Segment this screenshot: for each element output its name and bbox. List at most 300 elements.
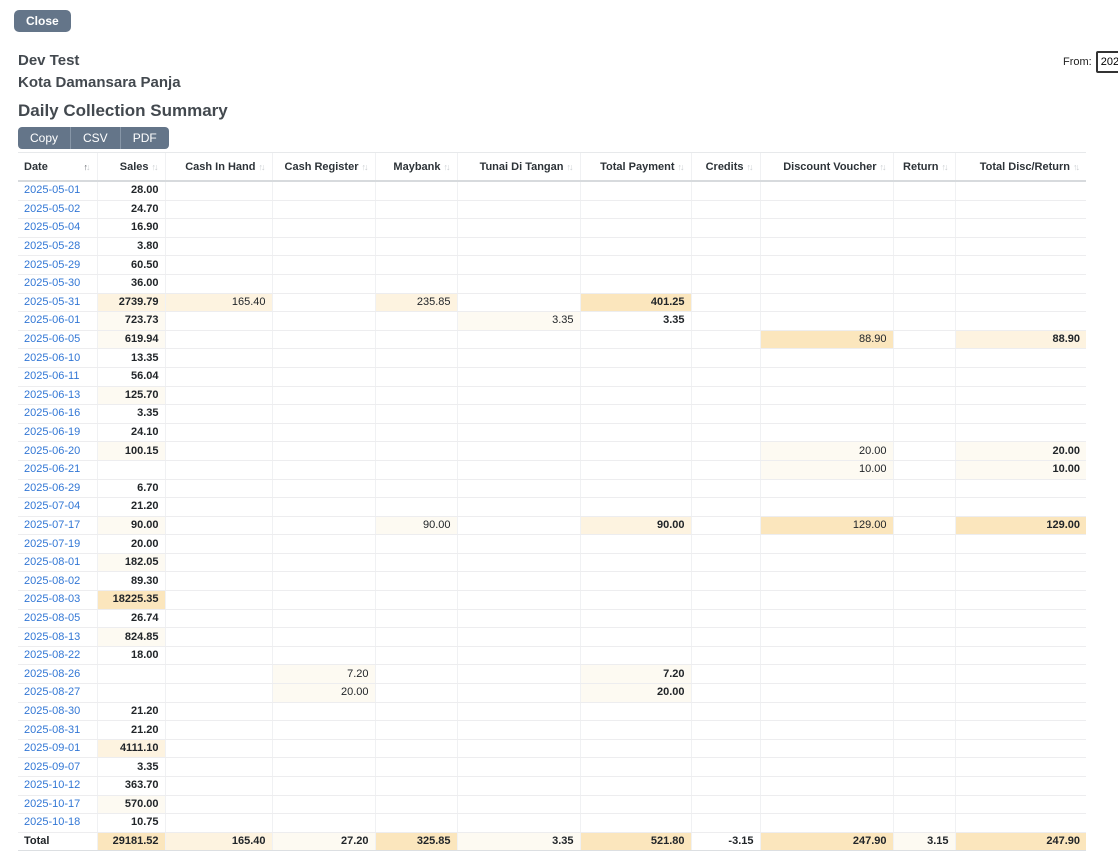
cell-cash-in-hand xyxy=(165,479,272,498)
cell-maybank xyxy=(375,256,457,275)
table-row xyxy=(18,423,1086,442)
cell-sales: 18.00 xyxy=(97,646,165,665)
cell-total-payment xyxy=(580,405,691,424)
cell-total-payment xyxy=(580,498,691,517)
table-row xyxy=(18,553,1086,572)
close-button[interactable]: Close xyxy=(14,10,71,32)
from-date-input[interactable] xyxy=(1096,51,1118,73)
cell-maybank: 235.85 xyxy=(375,293,457,312)
company-name: Dev Test xyxy=(18,52,80,69)
cell-total-disc-return: 88.90 xyxy=(955,330,1086,349)
cell-credits xyxy=(691,646,760,665)
cell-total-payment xyxy=(580,479,691,498)
cell-credits xyxy=(691,349,760,368)
cell-total-disc-return xyxy=(955,553,1086,572)
cell-total-disc-return xyxy=(955,758,1086,777)
cell-return xyxy=(893,498,955,517)
cell-cash-register xyxy=(272,609,375,628)
cell-sales: 18225.35 xyxy=(97,591,165,610)
date-link[interactable]: 2025-05-31 xyxy=(18,293,97,312)
cell-sales: 2739.79 xyxy=(97,293,165,312)
cell-credits xyxy=(691,256,760,275)
cell-total-payment xyxy=(580,460,691,479)
cell-total-payment xyxy=(580,646,691,665)
table-row xyxy=(18,721,1086,740)
date-link[interactable]: 2025-08-02 xyxy=(18,572,97,591)
cell-cash-register xyxy=(272,479,375,498)
table-row xyxy=(18,442,1086,461)
cell-total-payment xyxy=(580,591,691,610)
cell-total-payment: 90.00 xyxy=(580,516,691,535)
date-link[interactable]: 2025-10-17 xyxy=(18,795,97,814)
cell-total-payment: 20.00 xyxy=(580,684,691,703)
cell-total-payment xyxy=(580,274,691,293)
cell-tunai-di-tangan xyxy=(457,367,580,386)
cell-return xyxy=(893,312,955,331)
date-link[interactable]: 2025-08-22 xyxy=(18,646,97,665)
cell-discount-voucher: 88.90 xyxy=(760,330,893,349)
cell-total-payment: 7.20 xyxy=(580,665,691,684)
date-link[interactable]: 2025-05-01 xyxy=(18,181,97,200)
sort-icon: ↑↓ xyxy=(746,161,752,172)
cell-tunai-di-tangan xyxy=(457,498,580,517)
cell-maybank xyxy=(375,739,457,758)
cell-return xyxy=(893,442,955,461)
cell-tunai-di-tangan xyxy=(457,274,580,293)
cell-tunai-di-tangan xyxy=(457,219,580,238)
copy-button[interactable]: Copy xyxy=(18,127,71,149)
cell-cash-register xyxy=(272,442,375,461)
cell-total-disc-return xyxy=(955,312,1086,331)
cell-total-disc-return xyxy=(955,200,1086,219)
cell-return xyxy=(893,181,955,200)
cell-cash-register xyxy=(272,293,375,312)
cell-tunai-di-tangan: 3.35 xyxy=(457,312,580,331)
cell-total-disc-return xyxy=(955,702,1086,721)
cell-sales: 125.70 xyxy=(97,386,165,405)
cell-tunai-di-tangan xyxy=(457,535,580,554)
cell-sales: 24.10 xyxy=(97,423,165,442)
cell-total-disc-return xyxy=(955,274,1086,293)
cell-cash-register: 7.20 xyxy=(272,665,375,684)
cell-total-disc-return xyxy=(955,405,1086,424)
cell-total-payment xyxy=(580,553,691,572)
table-row xyxy=(18,498,1086,517)
cell-return xyxy=(893,572,955,591)
cell-discount-voucher xyxy=(760,758,893,777)
cell-return xyxy=(893,293,955,312)
cell-maybank xyxy=(375,646,457,665)
cell-credits xyxy=(691,293,760,312)
cell-total-disc-return xyxy=(955,795,1086,814)
table-row xyxy=(18,219,1086,238)
column-label: Cash In Hand xyxy=(185,161,256,173)
cell-cash-register xyxy=(272,814,375,833)
cell-maybank xyxy=(375,200,457,219)
date-link[interactable]: 2025-05-02 xyxy=(18,200,97,219)
cell-total-disc-return xyxy=(955,628,1086,647)
column-header-discount-voucher[interactable] xyxy=(760,153,893,182)
cell-credits xyxy=(691,591,760,610)
cell-discount-voucher xyxy=(760,274,893,293)
date-link[interactable]: 2025-08-05 xyxy=(18,609,97,628)
table-row xyxy=(18,516,1086,535)
cell-maybank xyxy=(375,553,457,572)
cell-credits xyxy=(691,777,760,796)
cell-total-payment xyxy=(580,237,691,256)
date-link[interactable]: 2025-06-29 xyxy=(18,479,97,498)
column-header-total-payment[interactable] xyxy=(580,153,691,182)
cell-cash-register xyxy=(272,312,375,331)
cell-sales: 4111.10 xyxy=(97,739,165,758)
cell-total-disc-return xyxy=(955,572,1086,591)
cell-discount-voucher xyxy=(760,591,893,610)
cell-maybank xyxy=(375,479,457,498)
cell-total-payment xyxy=(580,442,691,461)
collection-summary-table xyxy=(18,152,1086,851)
cell-credits xyxy=(691,609,760,628)
cell-discount-voucher xyxy=(760,405,893,424)
cell-credits xyxy=(691,181,760,200)
column-header-cash-in-hand[interactable] xyxy=(165,153,272,182)
cell-maybank xyxy=(375,237,457,256)
cell-return xyxy=(893,367,955,386)
cell-total-disc-return xyxy=(955,721,1086,740)
date-link[interactable]: 2025-08-13 xyxy=(18,628,97,647)
cell-cash-in-hand xyxy=(165,739,272,758)
cell-tunai-di-tangan xyxy=(457,777,580,796)
date-link[interactable]: 2025-06-13 xyxy=(18,386,97,405)
cell-cash-register xyxy=(272,181,375,200)
column-header-sales[interactable] xyxy=(97,153,165,182)
cell-return xyxy=(893,814,955,833)
cell-maybank xyxy=(375,274,457,293)
cell-cash-in-hand xyxy=(165,758,272,777)
cell-sales: 3.80 xyxy=(97,237,165,256)
table-row xyxy=(18,572,1086,591)
cell-cash-register xyxy=(272,758,375,777)
cell-credits xyxy=(691,498,760,517)
cell-tunai-di-tangan xyxy=(457,758,580,777)
cell-tunai-di-tangan xyxy=(457,423,580,442)
cell-tunai-di-tangan xyxy=(457,237,580,256)
cell-sales: 90.00 xyxy=(97,516,165,535)
cell-cash-register xyxy=(272,739,375,758)
column-header-credits[interactable] xyxy=(691,153,760,182)
cell-return xyxy=(893,256,955,275)
date-link[interactable]: 2025-06-05 xyxy=(18,330,97,349)
cell-maybank xyxy=(375,312,457,331)
cell-sales xyxy=(97,460,165,479)
cell-sales: 21.20 xyxy=(97,721,165,740)
cell-return xyxy=(893,702,955,721)
date-link[interactable]: 2025-05-30 xyxy=(18,274,97,293)
cell-maybank xyxy=(375,702,457,721)
column-label: Tunai Di Tangan xyxy=(479,161,564,173)
date-link[interactable]: 2025-06-21 xyxy=(18,460,97,479)
date-link[interactable]: 2025-06-16 xyxy=(18,405,97,424)
cell-return xyxy=(893,516,955,535)
cell-cash-in-hand xyxy=(165,665,272,684)
date-link[interactable]: 2025-05-04 xyxy=(18,219,97,238)
cell-discount-voucher: 129.00 xyxy=(760,516,893,535)
cell-sales: 13.35 xyxy=(97,349,165,368)
table-row xyxy=(18,367,1086,386)
cell-discount-voucher xyxy=(760,293,893,312)
column-header-return[interactable] xyxy=(893,153,955,182)
cell-total-disc-return xyxy=(955,739,1086,758)
cell-total-disc-return xyxy=(955,479,1086,498)
column-header-total-disc-return[interactable] xyxy=(955,153,1086,182)
cell-sales: 6.70 xyxy=(97,479,165,498)
column-header-maybank[interactable] xyxy=(375,153,457,182)
report-header xyxy=(18,50,228,122)
date-link[interactable]: 2025-08-30 xyxy=(18,702,97,721)
date-link[interactable]: 2025-06-10 xyxy=(18,349,97,368)
cell-return xyxy=(893,479,955,498)
cell-discount-voucher xyxy=(760,312,893,331)
table-row xyxy=(18,758,1086,777)
cell-discount-voucher xyxy=(760,256,893,275)
date-link[interactable]: 2025-05-29 xyxy=(18,256,97,275)
export-button-group xyxy=(18,127,169,149)
cell-maybank xyxy=(375,814,457,833)
cell-cash-in-hand xyxy=(165,777,272,796)
cell-return xyxy=(893,200,955,219)
cell-tunai-di-tangan xyxy=(457,628,580,647)
cell-total-payment xyxy=(580,423,691,442)
column-label: Return xyxy=(903,161,939,173)
table-row xyxy=(18,591,1086,610)
cell-credits xyxy=(691,237,760,256)
date-link[interactable]: 2025-06-01 xyxy=(18,312,97,331)
cell-sales: 28.00 xyxy=(97,181,165,200)
cell-cash-in-hand xyxy=(165,442,272,461)
cell-total-payment xyxy=(580,386,691,405)
date-link[interactable]: 2025-06-19 xyxy=(18,423,97,442)
table-row xyxy=(18,181,1086,200)
date-link[interactable]: 2025-08-26 xyxy=(18,665,97,684)
cell-return xyxy=(893,535,955,554)
cell-cash-in-hand xyxy=(165,498,272,517)
date-link[interactable]: 2025-08-27 xyxy=(18,684,97,703)
date-link[interactable]: 2025-08-03 xyxy=(18,591,97,610)
cell-maybank xyxy=(375,628,457,647)
table-row xyxy=(18,386,1086,405)
cell-cash-register xyxy=(272,553,375,572)
cell-cash-register xyxy=(272,721,375,740)
cell-discount-voucher xyxy=(760,702,893,721)
cell-tunai-di-tangan xyxy=(457,795,580,814)
table-row xyxy=(18,702,1086,721)
cell-credits xyxy=(691,739,760,758)
cell-total-disc-return xyxy=(955,609,1086,628)
cell-discount-voucher: 247.90 xyxy=(760,832,893,851)
cell-total-disc-return: 20.00 xyxy=(955,442,1086,461)
cell-tunai-di-tangan xyxy=(457,702,580,721)
date-link[interactable]: 2025-08-31 xyxy=(18,721,97,740)
cell-maybank xyxy=(375,535,457,554)
csv-button[interactable]: CSV xyxy=(71,127,121,149)
cell-cash-register: 20.00 xyxy=(272,684,375,703)
cell-credits xyxy=(691,702,760,721)
cell-return xyxy=(893,665,955,684)
cell-discount-voucher xyxy=(760,628,893,647)
cell-maybank xyxy=(375,777,457,796)
date-link[interactable]: 2025-06-11 xyxy=(18,367,97,386)
cell-discount-voucher xyxy=(760,721,893,740)
cell-return xyxy=(893,591,955,610)
cell-discount-voucher xyxy=(760,777,893,796)
cell-total-disc-return: 129.00 xyxy=(955,516,1086,535)
cell-cash-in-hand xyxy=(165,795,272,814)
cell-tunai-di-tangan xyxy=(457,684,580,703)
column-header-cash-register[interactable] xyxy=(272,153,375,182)
cell-total-disc-return xyxy=(955,219,1086,238)
from-date-filter xyxy=(1063,51,1118,73)
table-row xyxy=(18,405,1086,424)
column-label: Sales xyxy=(119,161,149,173)
cell-total-disc-return xyxy=(955,665,1086,684)
cell-credits xyxy=(691,516,760,535)
cell-cash-register xyxy=(272,628,375,647)
cell-tunai-di-tangan xyxy=(457,516,580,535)
cell-credits xyxy=(691,274,760,293)
cell-credits xyxy=(691,758,760,777)
cell-total-payment xyxy=(580,628,691,647)
cell-discount-voucher xyxy=(760,181,893,200)
cell-tunai-di-tangan xyxy=(457,405,580,424)
cell-cash-in-hand xyxy=(165,572,272,591)
cell-discount-voucher xyxy=(760,367,893,386)
date-link[interactable]: 2025-07-17 xyxy=(18,516,97,535)
table-row xyxy=(18,293,1086,312)
cell-maybank xyxy=(375,721,457,740)
cell-credits xyxy=(691,405,760,424)
cell-discount-voucher xyxy=(760,349,893,368)
cell-credits xyxy=(691,312,760,331)
cell-maybank xyxy=(375,330,457,349)
cell-total-disc-return xyxy=(955,293,1086,312)
cell-total-payment xyxy=(580,758,691,777)
table-row xyxy=(18,628,1086,647)
column-label: Maybank xyxy=(393,161,441,173)
cell-tunai-di-tangan xyxy=(457,256,580,275)
cell-discount-voucher xyxy=(760,814,893,833)
cell-tunai-di-tangan xyxy=(457,479,580,498)
cell-credits xyxy=(691,479,760,498)
column-header-tunai-di-tangan[interactable] xyxy=(457,153,580,182)
table-row xyxy=(18,646,1086,665)
cell-credits xyxy=(691,814,760,833)
cell-total-payment xyxy=(580,256,691,275)
cell-credits xyxy=(691,795,760,814)
date-link[interactable]: 2025-05-28 xyxy=(18,237,97,256)
cell-cash-register xyxy=(272,200,375,219)
date-link[interactable]: 2025-08-01 xyxy=(18,553,97,572)
cell-tunai-di-tangan xyxy=(457,200,580,219)
cell-maybank xyxy=(375,795,457,814)
cell-maybank: 325.85 xyxy=(375,832,457,851)
cell-discount-voucher xyxy=(760,739,893,758)
cell-sales: 16.90 xyxy=(97,219,165,238)
column-label: Cash Register xyxy=(284,161,359,173)
cell-credits xyxy=(691,684,760,703)
cell-total-payment xyxy=(580,795,691,814)
cell-discount-voucher xyxy=(760,479,893,498)
cell-cash-in-hand xyxy=(165,312,272,331)
cell-total-payment xyxy=(580,721,691,740)
column-label: Total Disc/Return xyxy=(979,161,1070,173)
cell-cash-register xyxy=(272,516,375,535)
column-header-date[interactable] xyxy=(18,153,97,182)
cell-sales: 824.85 xyxy=(97,628,165,647)
date-link[interactable]: 2025-07-19 xyxy=(18,535,97,554)
cell-credits xyxy=(691,665,760,684)
date-link[interactable]: 2025-10-18 xyxy=(18,814,97,833)
cell-maybank xyxy=(375,591,457,610)
pdf-button[interactable]: PDF xyxy=(121,127,169,149)
cell-cash-register xyxy=(272,219,375,238)
date-link[interactable]: 2025-06-20 xyxy=(18,442,97,461)
cell-cash-in-hand xyxy=(165,460,272,479)
cell-cash-in-hand xyxy=(165,609,272,628)
cell-return xyxy=(893,628,955,647)
table-row xyxy=(18,739,1086,758)
cell-cash-in-hand xyxy=(165,646,272,665)
sort-icon: ↑↓ xyxy=(83,161,89,172)
cell-cash-in-hand xyxy=(165,330,272,349)
cell-return xyxy=(893,460,955,479)
column-label: Date xyxy=(24,161,48,173)
cell-total-disc-return xyxy=(955,498,1086,517)
cell-return xyxy=(893,739,955,758)
cell-cash-in-hand xyxy=(165,423,272,442)
cell-maybank xyxy=(375,609,457,628)
date-link[interactable]: 2025-10-12 xyxy=(18,777,97,796)
cell-cash-register xyxy=(272,702,375,721)
cell-cash-in-hand: 165.40 xyxy=(165,832,272,851)
cell-sales: 36.00 xyxy=(97,274,165,293)
cell-tunai-di-tangan xyxy=(457,665,580,684)
cell-discount-voucher: 10.00 xyxy=(760,460,893,479)
cell-maybank xyxy=(375,405,457,424)
date-link[interactable]: 2025-09-01 xyxy=(18,739,97,758)
cell-maybank xyxy=(375,442,457,461)
cell-discount-voucher xyxy=(760,795,893,814)
cell-tunai-di-tangan xyxy=(457,739,580,758)
cell-sales: 100.15 xyxy=(97,442,165,461)
cell-discount-voucher xyxy=(760,386,893,405)
from-label: From: xyxy=(1063,56,1092,68)
table-row xyxy=(18,330,1086,349)
cell-credits xyxy=(691,442,760,461)
date-link[interactable]: 2025-09-07 xyxy=(18,758,97,777)
cell-cash-register xyxy=(272,367,375,386)
cell-total-payment xyxy=(580,535,691,554)
table-row xyxy=(18,312,1086,331)
cell-total-payment xyxy=(580,702,691,721)
cell-cash-in-hand xyxy=(165,405,272,424)
cell-sales: 20.00 xyxy=(97,535,165,554)
cell-cash-in-hand xyxy=(165,814,272,833)
cell-total-disc-return xyxy=(955,814,1086,833)
table-row xyxy=(18,237,1086,256)
table-row xyxy=(18,777,1086,796)
cell-cash-register xyxy=(272,460,375,479)
cell-total-payment xyxy=(580,609,691,628)
date-link[interactable]: 2025-07-04 xyxy=(18,498,97,517)
